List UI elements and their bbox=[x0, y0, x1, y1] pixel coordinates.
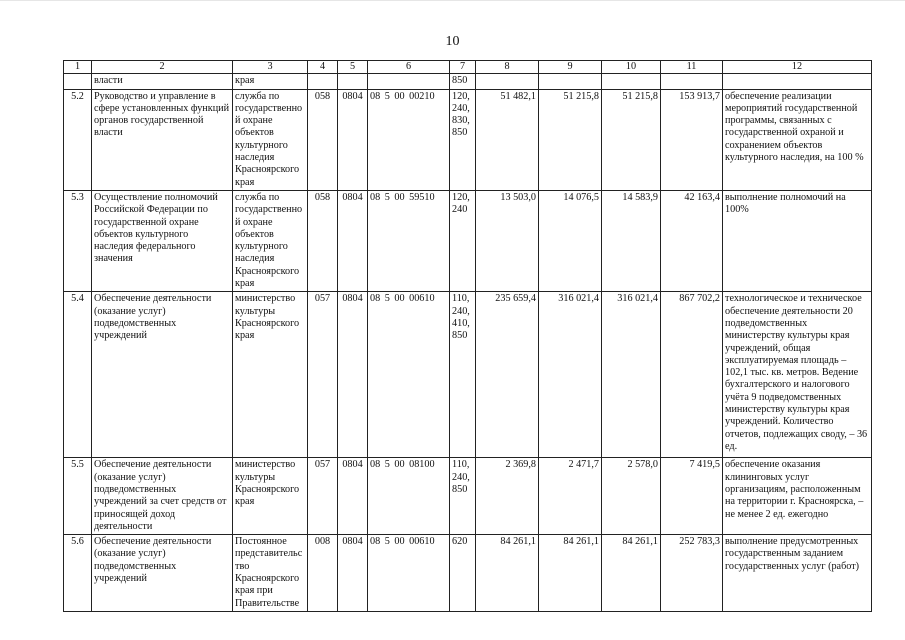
amount-year-3: 51 215,8 bbox=[602, 89, 661, 190]
column-number-1: 1 bbox=[64, 61, 92, 74]
continuation-executor: края bbox=[233, 74, 308, 89]
csr-code: 08 5 00 00610 bbox=[368, 535, 450, 612]
row-number: 5.5 bbox=[64, 458, 92, 535]
cell-empty bbox=[476, 74, 539, 89]
column-number-4: 4 bbox=[308, 61, 338, 74]
amount-year-3: 84 261,1 bbox=[602, 535, 661, 612]
grbs-code: 058 bbox=[308, 89, 338, 190]
rzpr-code: 0804 bbox=[338, 458, 368, 535]
column-number-5: 5 bbox=[338, 61, 368, 74]
cell-empty bbox=[723, 74, 872, 89]
vr-code: 110, 240, 850 bbox=[450, 458, 476, 535]
grbs-code: 057 bbox=[308, 458, 338, 535]
continuation-vr: 850 bbox=[450, 74, 476, 89]
vr-code: 620 bbox=[450, 535, 476, 612]
cell-empty bbox=[602, 74, 661, 89]
table-row bbox=[64, 89, 872, 190]
csr-code: 08 5 00 00210 bbox=[368, 89, 450, 190]
activity-name: Осуществление полномочий Российской Федерации по государственной охране объектов культурного наследия федерального значения bbox=[92, 190, 233, 291]
cell-empty bbox=[338, 74, 368, 89]
row-number: 5.2 bbox=[64, 89, 92, 190]
executor-name: министерство культуры Красноярского края bbox=[233, 458, 308, 535]
amount-total: 867 702,2 bbox=[661, 292, 723, 458]
table-row bbox=[64, 535, 872, 612]
column-number-8: 8 bbox=[476, 61, 539, 74]
page-edge bbox=[0, 0, 905, 1]
column-number-10: 10 bbox=[602, 61, 661, 74]
column-number-12: 12 bbox=[723, 61, 872, 74]
activity-name: Обеспечение деятельности (оказание услуг) подведомственных учреждений bbox=[92, 292, 233, 458]
rzpr-code: 0804 bbox=[338, 89, 368, 190]
table-row bbox=[64, 292, 872, 458]
expected-result: обеспечение реализации мероприятий государственной программы, связанных с государственной охраной и сохранением объектов культурного наследия, на 100 % bbox=[723, 89, 872, 190]
expected-result: выполнение предусмотренных государственным заданием государственных услуг (работ) bbox=[723, 535, 872, 612]
row-number: 5.3 bbox=[64, 190, 92, 291]
expected-result: обеспечение оказания клининговых услуг организациям, расположенным на территории г. Красноярска, – не менее 2 ед. ежегодно bbox=[723, 458, 872, 535]
amount-year-2: 14 076,5 bbox=[539, 190, 602, 291]
amount-total: 7 419,5 bbox=[661, 458, 723, 535]
column-number-9: 9 bbox=[539, 61, 602, 74]
vr-code: 120, 240, 830, 850 bbox=[450, 89, 476, 190]
activity-name: Обеспечение деятельности (оказание услуг) подведомственных учреждений за счет средств от приносящей доход деятельности bbox=[92, 458, 233, 535]
csr-code: 08 5 00 08100 bbox=[368, 458, 450, 535]
csr-code: 08 5 00 59510 bbox=[368, 190, 450, 291]
amount-year-1: 51 482,1 bbox=[476, 89, 539, 190]
column-number-2: 2 bbox=[92, 61, 233, 74]
amount-total: 252 783,3 bbox=[661, 535, 723, 612]
program-activities-table bbox=[63, 60, 872, 612]
grbs-code: 058 bbox=[308, 190, 338, 291]
cell-empty bbox=[368, 74, 450, 89]
executor-name: министерство культуры Красноярского края bbox=[233, 292, 308, 458]
grbs-code: 008 bbox=[308, 535, 338, 612]
amount-year-2: 316 021,4 bbox=[539, 292, 602, 458]
amount-year-3: 14 583,9 bbox=[602, 190, 661, 291]
column-number-6: 6 bbox=[368, 61, 450, 74]
amount-year-2: 51 215,8 bbox=[539, 89, 602, 190]
activity-name: Руководство и управление в сфере установленных функций органов государственной власти bbox=[92, 89, 233, 190]
amount-total: 153 913,7 bbox=[661, 89, 723, 190]
column-number-11: 11 bbox=[661, 61, 723, 74]
amount-total: 42 163,4 bbox=[661, 190, 723, 291]
grbs-code: 057 bbox=[308, 292, 338, 458]
expected-result: выполнение полномочий на 100% bbox=[723, 190, 872, 291]
vr-code: 110, 240, 410, 850 bbox=[450, 292, 476, 458]
activity-name: Обеспечение деятельности (оказание услуг) подведомственных учреждений bbox=[92, 535, 233, 612]
amount-year-1: 235 659,4 bbox=[476, 292, 539, 458]
table-row bbox=[64, 458, 872, 535]
cell-empty bbox=[539, 74, 602, 89]
amount-year-2: 2 471,7 bbox=[539, 458, 602, 535]
amount-year-1: 13 503,0 bbox=[476, 190, 539, 291]
amount-year-2: 84 261,1 bbox=[539, 535, 602, 612]
vr-code: 120, 240 bbox=[450, 190, 476, 291]
csr-code: 08 5 00 00610 bbox=[368, 292, 450, 458]
column-number-7: 7 bbox=[450, 61, 476, 74]
continuation-name: власти bbox=[92, 74, 233, 89]
row-number: 5.6 bbox=[64, 535, 92, 612]
rzpr-code: 0804 bbox=[338, 190, 368, 291]
amount-year-3: 316 021,4 bbox=[602, 292, 661, 458]
cell-empty bbox=[308, 74, 338, 89]
table-row bbox=[64, 190, 872, 291]
column-number-3: 3 bbox=[233, 61, 308, 74]
continuation-row bbox=[64, 74, 872, 89]
column-number-row bbox=[64, 61, 872, 74]
amount-year-1: 84 261,1 bbox=[476, 535, 539, 612]
amount-year-3: 2 578,0 bbox=[602, 458, 661, 535]
amount-year-1: 2 369,8 bbox=[476, 458, 539, 535]
row-number: 5.4 bbox=[64, 292, 92, 458]
cell-empty bbox=[64, 74, 92, 89]
executor-name: Постоянное представительство Красноярского края при Правительстве bbox=[233, 535, 308, 612]
executor-name: служба по государственной охране объектов культурного наследия Красноярского края bbox=[233, 190, 308, 291]
expected-result: технологическое и техническое обеспечение деятельности 20 подведомственных министерству культуры края учреждений, общая эксплуатируемая площадь – 102,1 тыс. кв. метров. Ведение бухгалтерского и налогового учёта 9 подведомственных министерству культуры края учреждений. Количество отчетов, подлежащих своду, – 36 ед. bbox=[723, 292, 872, 458]
rzpr-code: 0804 bbox=[338, 292, 368, 458]
cell-empty bbox=[661, 74, 723, 89]
executor-name: служба по государственной охране объектов культурного наследия Красноярского края bbox=[233, 89, 308, 190]
rzpr-code: 0804 bbox=[338, 535, 368, 612]
page-number: 10 bbox=[445, 34, 460, 49]
